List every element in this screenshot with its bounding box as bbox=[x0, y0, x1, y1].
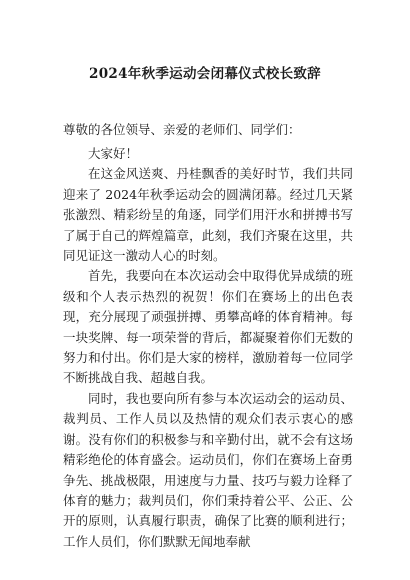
body-paragraph-3: 同时，我也要向所有参与本次运动会的运动员、裁判员、工作人员以及热情的观众们表示衷心的感谢。没有你们的积极参与和辛勤付出，就不会有这场精彩绝伦的体育盛会。运动员们，你们在赛场上奋勇争先、挑战极限，用速度与力量、技巧与毅力诠释了体育的魅力；裁判员们，你们秉持着公平、公正、公开的原则，认真履行职责，确保了比赛的顺利进行；工作人员们，你们默默无闻地奉献 bbox=[63, 390, 353, 549]
document-title: 2024年秋季运动会闭幕仪式校长致辞 bbox=[89, 66, 321, 82]
body-paragraph-1: 在这金风送爽、丹桂飘香的美好时节，我们共同迎来了 2024年秋季运动会的圆满闭幕。经过几天紧张激烈、精彩纷呈的角逐，同学们用汗水和拼搏书写了属于自己的辉煌篇章，此刻，我们齐聚在这里，共同见证这一激动人心的时刻。 bbox=[63, 166, 353, 264]
body-paragraph-2: 首先，我要向在本次运动会中取得优异成绩的班级和个人表示热烈的祝贺！你们在赛场上的出色表现，充分展现了顽强拼搏、勇攀高峰的体育精神。每一块奖牌、每一项荣誉的背后，都凝聚着你们无数的努力和付出。你们是大家的榜样，激励着每一位同学不断挑战自我、超越自我。 bbox=[63, 268, 353, 386]
salutation: 尊敬的各位领导、亲爱的老师们、同学们： bbox=[63, 122, 301, 137]
document-body bbox=[63, 144, 353, 552]
greeting-paragraph: 大家好！ bbox=[88, 146, 139, 161]
